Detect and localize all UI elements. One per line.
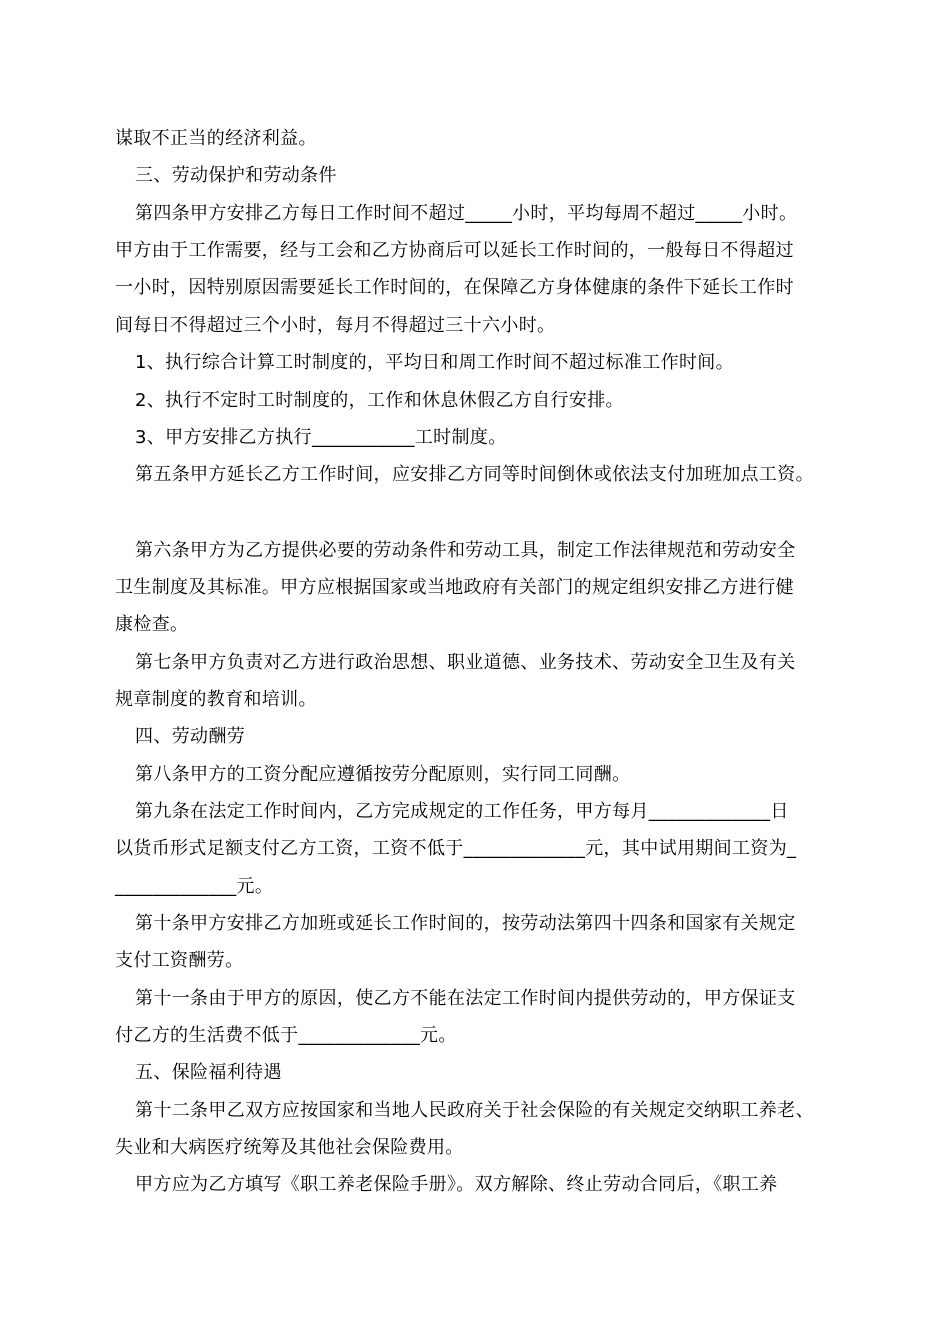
paragraph-line: 第五条甲方延长乙方工作时间，应安排乙方同等时间倒休或依法支付加班加点工资。: [135, 464, 814, 485]
paragraph-line: 一小时，因特别原因需要延长工作时间的，在保障乙方身体健康的条件下延长工作时: [115, 277, 794, 298]
section-heading: 三、劳动保护和劳动条件: [135, 165, 337, 186]
paragraph-line: 第七条甲方负责对乙方进行政治思想、职业道德、业务技术、劳动安全卫生及有关: [135, 652, 796, 673]
paragraph-line: 第八条甲方的工资分配应遵循按劳分配原则，实行同工同酬。: [135, 764, 631, 785]
paragraph-line: 规章制度的教育和培训。: [115, 689, 317, 710]
paragraph-line: 甲方应为乙方填写《职工养老保险手册》。双方解除、终止劳动合同后，《职工养: [135, 1174, 778, 1195]
paragraph-line: 以货币形式足额支付乙方工资，工资不低于_____________元，其中试用期间工资为_: [115, 838, 797, 859]
paragraph-line: 2、执行不定时工时制度的，工作和休息休假乙方自行安排。: [135, 390, 624, 411]
paragraph-line: 甲方由于工作需要，经与工会和乙方协商后可以延长工作时间的，一般每日不得超过: [115, 240, 794, 261]
paragraph-line: 第十一条由于甲方的原因，使乙方不能在法定工作时间内提供劳动的，甲方保证支: [135, 988, 796, 1009]
section-heading: 四、劳动酬劳: [135, 726, 246, 747]
paragraph-line: 3、甲方安排乙方执行___________工时制度。: [135, 427, 507, 448]
section-heading: 五、保险福利待遇: [135, 1062, 282, 1083]
paragraph-line: _____________元。: [115, 876, 274, 897]
paragraph-line: 第十条甲方安排乙方加班或延长工作时间的，按劳动法第四十四条和国家有关规定: [135, 913, 796, 934]
paragraph-line: 康检查。: [115, 614, 189, 635]
paragraph-line: 卫生制度及其标准。甲方应根据国家或当地政府有关部门的规定组织安排乙方进行健: [115, 577, 794, 598]
paragraph-line: 第九条在法定工作时间内，乙方完成规定的工作任务，甲方每月_____________日: [135, 801, 789, 822]
paragraph-line: 1、执行综合计算工时制度的，平均日和周工作时间不超过标准工作时间。: [135, 352, 734, 373]
paragraph-line: 谋取不正当的经济利益。: [115, 128, 317, 149]
paragraph-line: 第十二条甲乙双方应按国家和当地人民政府关于社会保险的有关规定交纳职工养老、: [135, 1100, 814, 1121]
paragraph-line: 付乙方的生活费不低于_____________元。: [115, 1025, 457, 1046]
paragraph-line: 间每日不得超过三个小时，每月不得超过三十六小时。: [115, 315, 556, 336]
paragraph-line: 第六条甲方为乙方提供必要的劳动条件和劳动工具，制定工作法律规范和劳动安全: [135, 540, 796, 561]
paragraph-line: 支付工资酬劳。: [115, 950, 244, 971]
paragraph-line: 第四条甲方安排乙方每日工作时间不超过_____小时，平均每周不超过_____小时。: [135, 203, 798, 224]
paragraph-line: 失业和大病医疗统筹及其他社会保险费用。: [115, 1137, 464, 1158]
